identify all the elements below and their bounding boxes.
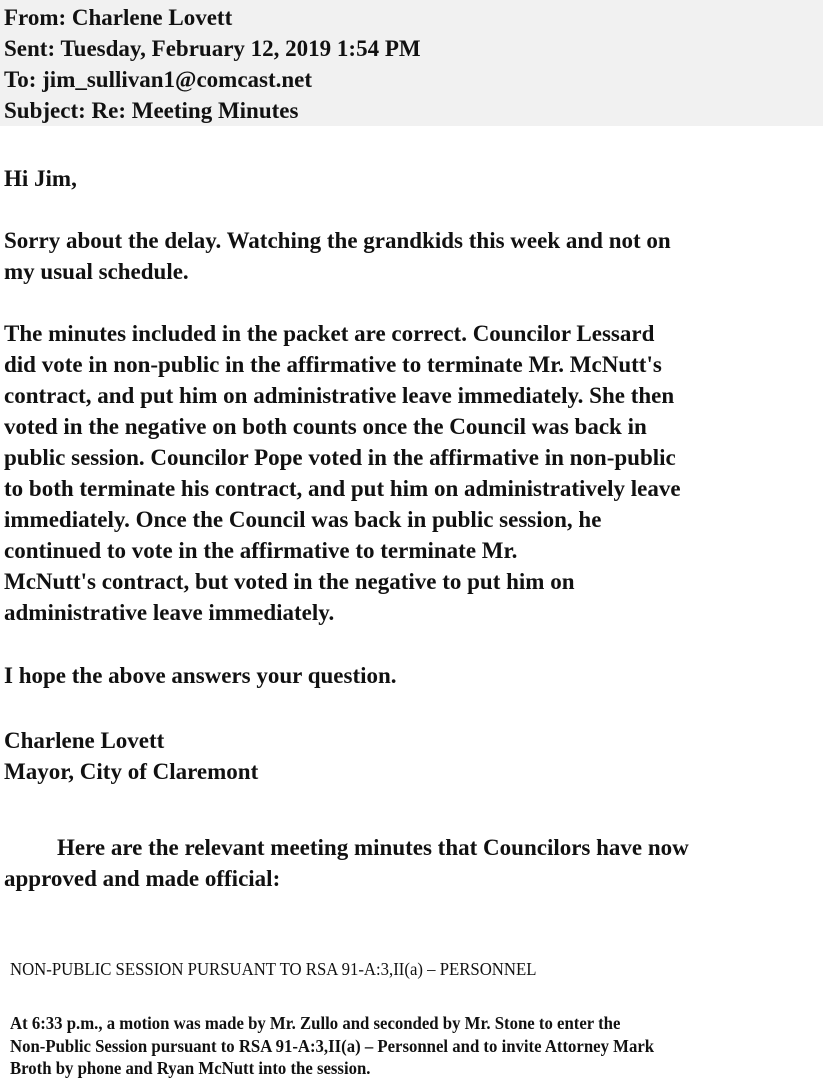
excerpt-line: Non-Public Session pursuant to RSA 91-A:3,II(a) – Personnel and to invite Attorney Mark bbox=[10, 1035, 655, 1056]
from-line: From: Charlene Lovett bbox=[4, 5, 233, 30]
text-line: Sorry about the delay. Watching the grandkids this week and not on bbox=[4, 228, 671, 253]
minutes-excerpt-title: NON-PUBLIC SESSION PURSUANT TO RSA 91-A:3,II(a) – PERSONNEL bbox=[10, 959, 537, 979]
paragraph-closing: I hope the above answers your question. bbox=[4, 663, 397, 688]
excerpt-line: At 6:33 p.m., a motion was made by Mr. Zullo and seconded by Mr. Stone to enter the bbox=[10, 1013, 621, 1033]
to-line: To: jim_sullivan1@comcast.net bbox=[4, 67, 313, 92]
greeting: Hi Jim, bbox=[4, 166, 77, 191]
text-line: continued to vote in the affirmative to terminate Mr. bbox=[4, 538, 518, 563]
signature bbox=[4, 725, 819, 787]
text-line: immediately. Once the Council was back in public session, he bbox=[4, 507, 602, 532]
text-line: Here are the relevant meeting minutes that Councilors have now bbox=[57, 835, 689, 860]
text-line: did vote in non-public in the affirmative to terminate Mr. McNutt's bbox=[4, 352, 662, 377]
text-line: public session. Councilor Pope voted in the affirmative in non-public bbox=[4, 445, 676, 470]
text-line: approved and made official: bbox=[4, 866, 281, 891]
paragraph-apology bbox=[4, 225, 819, 287]
minutes-excerpt-body bbox=[10, 1012, 763, 1080]
subject-line: Subject: Re: Meeting Minutes bbox=[4, 98, 299, 123]
text-line: administrative leave immediately. bbox=[4, 600, 335, 625]
text-line: McNutt's contract, but voted in the negative to put him on bbox=[4, 569, 575, 594]
sent-line: Sent: Tuesday, February 12, 2019 1:54 PM bbox=[4, 36, 421, 61]
email-header bbox=[0, 0, 823, 126]
text-line: my usual schedule. bbox=[4, 259, 189, 284]
text-line: to both terminate his contract, and put him on administratively leave bbox=[4, 476, 681, 501]
signature-name: Charlene Lovett bbox=[4, 728, 165, 753]
excerpt-line: Broth by phone and Ryan McNutt into the session. bbox=[10, 1058, 371, 1078]
signature-title: Mayor, City of Claremont bbox=[4, 759, 259, 784]
paragraph-vote-details bbox=[4, 318, 819, 628]
text-line: The minutes included in the packet are correct. Councilor Lessard bbox=[4, 321, 655, 346]
paragraph-minutes-intro bbox=[4, 832, 819, 894]
text-line: voted in the negative on both counts once the Council was back in bbox=[4, 414, 647, 439]
text-line: contract, and put him on administrative leave immediately. She then bbox=[4, 383, 675, 408]
